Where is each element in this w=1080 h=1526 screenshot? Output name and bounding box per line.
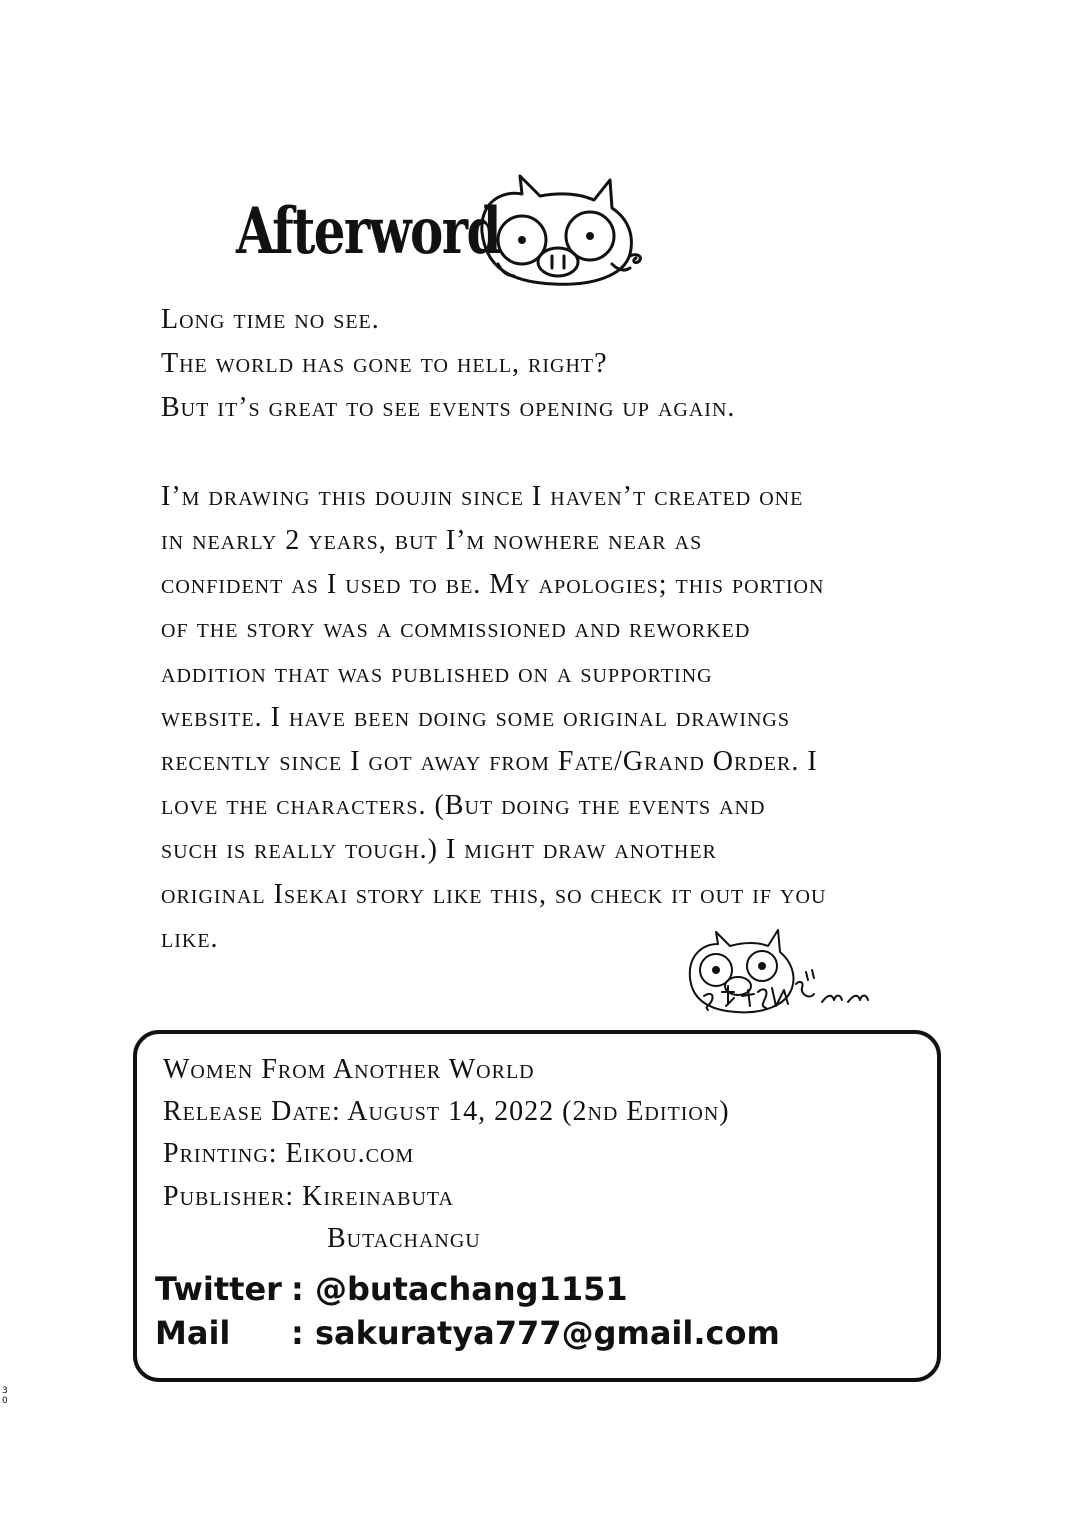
body-line: confident as I used to be. My apologies; this portion	[161, 569, 825, 601]
mail-label: Mail	[155, 1314, 231, 1352]
printing-info: Printing: Eikou.com	[163, 1138, 415, 1169]
colophon-box	[133, 1030, 941, 1382]
body-line: like.	[161, 922, 219, 954]
mail-address[interactable]: : sakuratya777@gmail.com	[291, 1314, 780, 1352]
twitter-contact	[155, 1270, 628, 1308]
page-number: 30	[2, 1386, 8, 1406]
body-line: of the story was a commissioned and reworked	[161, 613, 751, 645]
body-line: website. I have been doing some original drawings	[161, 701, 790, 733]
body-line: I’m drawing this doujin since I haven’t created one	[161, 480, 804, 512]
body-line: love the characters. (But doing the events and	[161, 790, 766, 822]
publisher-info: Publisher: Kireinabuta	[163, 1181, 454, 1212]
afterword-body	[161, 298, 991, 961]
mail-contact	[155, 1314, 780, 1352]
body-line: in nearly 2 years, but I’m nowhere near as	[161, 525, 703, 556]
body-line: original Isekai story like this, so check it out if you	[161, 878, 827, 910]
pig-signature-icon	[682, 922, 892, 1022]
twitter-handle[interactable]: : @butachang1151	[291, 1270, 628, 1308]
afterword-header	[232, 172, 652, 290]
page-title: Afterword	[236, 194, 500, 269]
twitter-label: Twitter	[155, 1270, 282, 1308]
body-line: The world has gone to hell, right?	[161, 348, 608, 380]
work-title: Women From Another World	[163, 1054, 535, 1085]
body-line: such is really tough.) I might draw another	[161, 834, 717, 866]
release-date: Release Date: August 14, 2022 (2nd Edition)	[163, 1096, 730, 1127]
pig-face-icon	[462, 172, 642, 290]
paragraph-gap	[161, 431, 991, 475]
body-line: Long time no see.	[161, 304, 380, 335]
publisher-sub: Butachangu	[327, 1223, 481, 1254]
body-line: recently since I got away from Fate/Grand Order. I	[161, 746, 818, 778]
body-line: addition that was published on a supporting	[161, 657, 713, 689]
body-line: But it’s great to see events opening up again.	[161, 392, 736, 424]
